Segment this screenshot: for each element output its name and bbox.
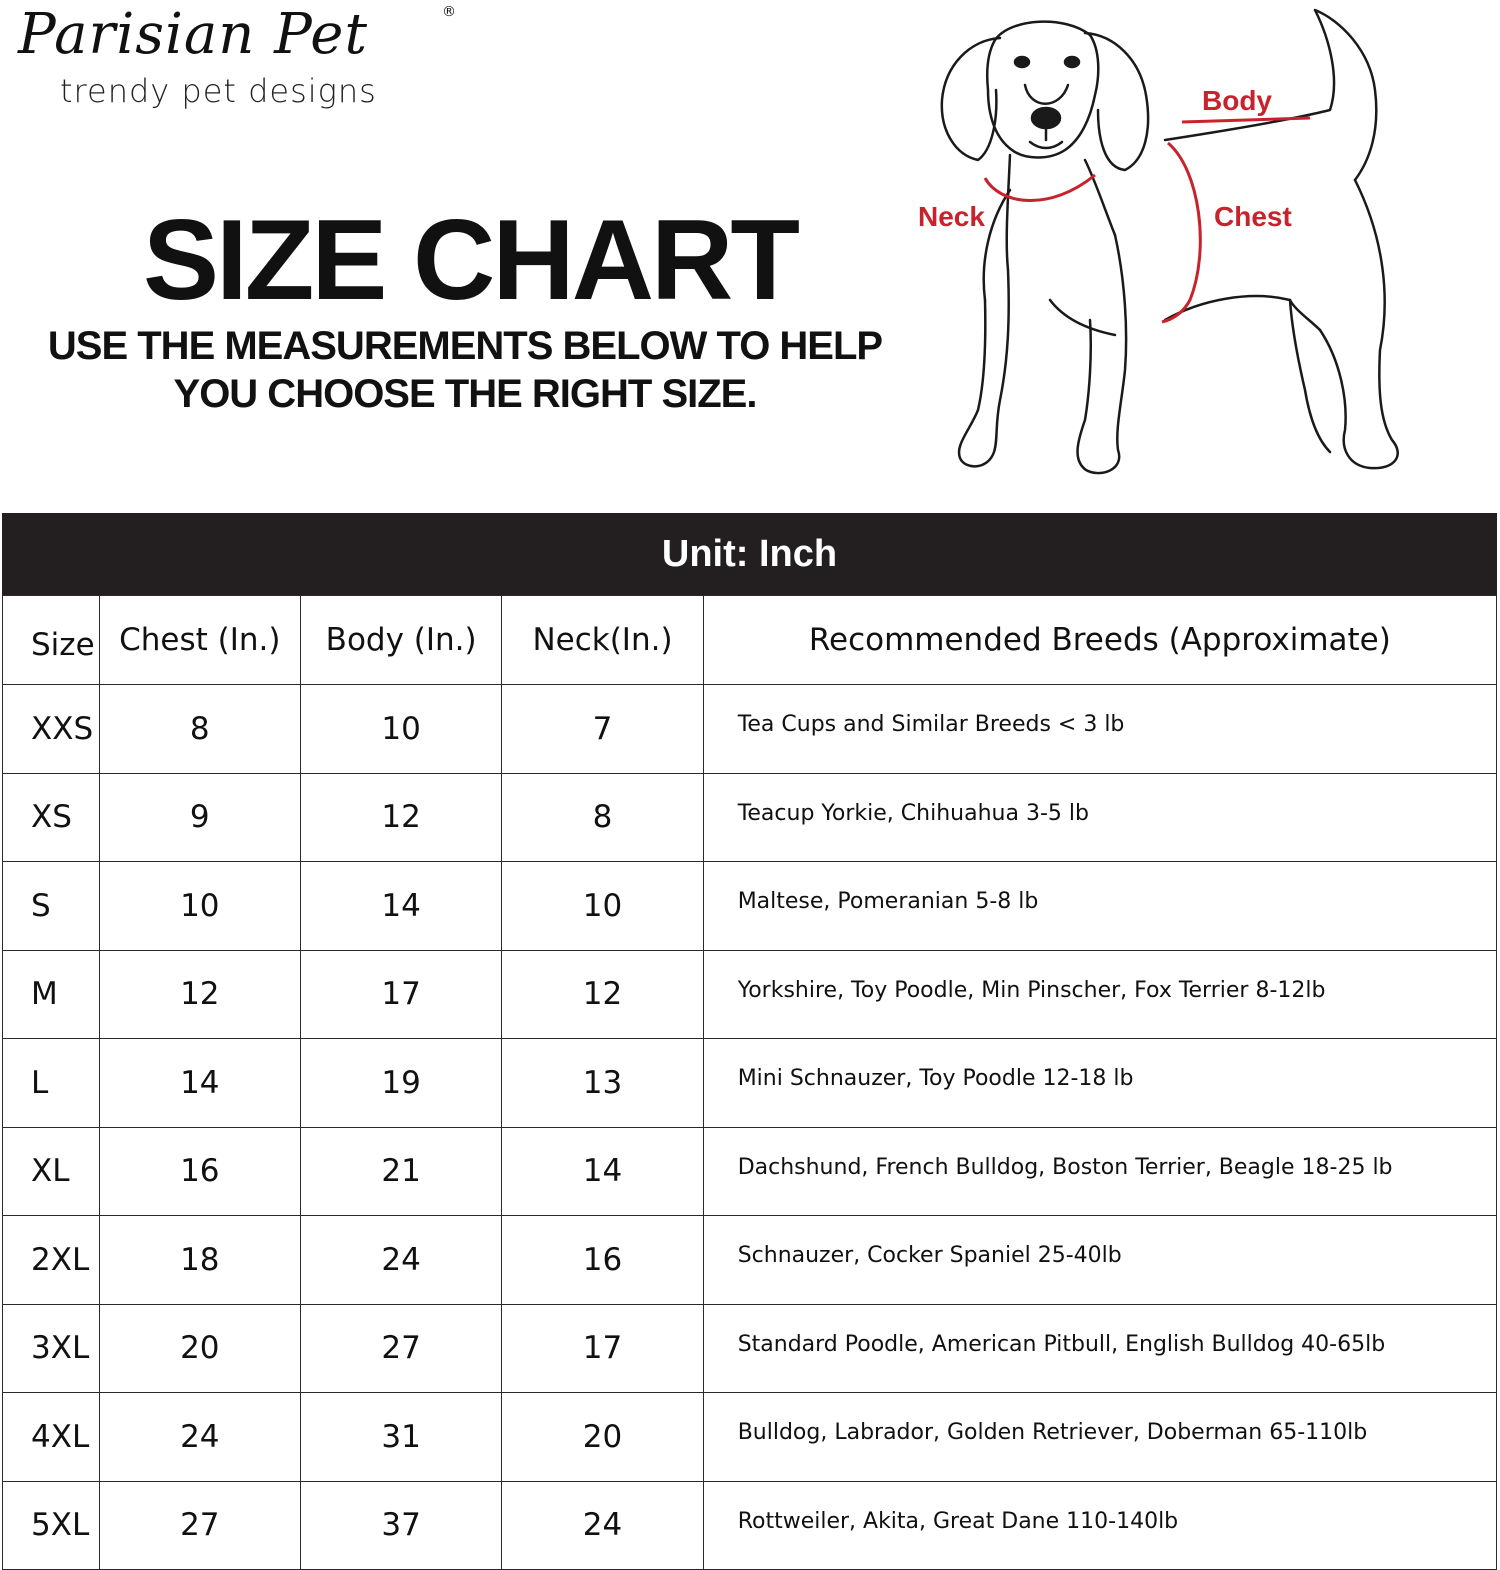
table-row bbox=[3, 862, 1497, 951]
table-row bbox=[3, 1393, 1497, 1482]
size-table bbox=[2, 595, 1497, 1570]
body-cell: 12 bbox=[300, 773, 501, 862]
page-subtitle bbox=[0, 322, 930, 418]
chest-cell: 9 bbox=[99, 773, 300, 862]
unit-header: Unit: Inch bbox=[2, 513, 1497, 595]
size-cell: 3XL bbox=[3, 1304, 100, 1393]
size-table-container bbox=[2, 513, 1497, 1544]
header-chest: Chest (In.) bbox=[99, 596, 300, 685]
header-neck: Neck(In.) bbox=[502, 596, 703, 685]
registered-mark: ® bbox=[442, 4, 456, 20]
body-cell: 37 bbox=[300, 1481, 501, 1570]
size-cell: M bbox=[3, 950, 100, 1039]
body-cell: 27 bbox=[300, 1304, 501, 1393]
breeds-cell: Standard Poodle, American Pitbull, English Bulldog 40-65lb bbox=[703, 1304, 1496, 1393]
table-row bbox=[3, 1304, 1497, 1393]
subtitle-line-1: USE THE MEASUREMENTS BELOW TO HELP bbox=[47, 324, 883, 368]
header-breeds: Recommended Breeds (Approximate) bbox=[703, 596, 1496, 685]
chest-cell: 8 bbox=[99, 685, 300, 774]
neck-cell: 10 bbox=[502, 862, 703, 951]
table-row bbox=[3, 1216, 1497, 1305]
breeds-cell: Mini Schnauzer, Toy Poodle 12-18 lb bbox=[703, 1039, 1496, 1128]
table-header-row bbox=[3, 596, 1497, 685]
breeds-cell: Rottweiler, Akita, Great Dane 110-140lb bbox=[703, 1481, 1496, 1570]
body-measure-line bbox=[1182, 118, 1310, 122]
size-cell: 5XL bbox=[3, 1481, 100, 1570]
neck-cell: 17 bbox=[502, 1304, 703, 1393]
size-cell: 4XL bbox=[3, 1393, 100, 1482]
subtitle-line-2: YOU CHOOSE THE RIGHT SIZE. bbox=[173, 372, 757, 416]
chest-cell: 18 bbox=[99, 1216, 300, 1305]
body-cell: 10 bbox=[300, 685, 501, 774]
breeds-cell: Tea Cups and Similar Breeds < 3 lb bbox=[703, 685, 1496, 774]
chest-cell: 12 bbox=[99, 950, 300, 1039]
size-cell: XL bbox=[3, 1127, 100, 1216]
chest-cell: 16 bbox=[99, 1127, 300, 1216]
neck-cell: 24 bbox=[502, 1481, 703, 1570]
chest-cell: 10 bbox=[99, 862, 300, 951]
breeds-cell: Schnauzer, Cocker Spaniel 25-40lb bbox=[703, 1216, 1496, 1305]
body-cell: 24 bbox=[300, 1216, 501, 1305]
neck-measure-line bbox=[985, 175, 1095, 201]
breeds-cell: Teacup Yorkie, Chihuahua 3-5 lb bbox=[703, 773, 1496, 862]
body-cell: 14 bbox=[300, 862, 501, 951]
brand-name: Parisian Pet bbox=[18, 2, 368, 67]
breeds-cell: Maltese, Pomeranian 5-8 lb bbox=[703, 862, 1496, 951]
table-row bbox=[3, 1039, 1497, 1128]
table-row bbox=[3, 685, 1497, 774]
table-row bbox=[3, 1481, 1497, 1570]
chest-cell: 24 bbox=[99, 1393, 300, 1482]
neck-cell: 13 bbox=[502, 1039, 703, 1128]
breeds-cell: Bulldog, Labrador, Golden Retriever, Doberman 65-110lb bbox=[703, 1393, 1496, 1482]
size-cell: 2XL bbox=[3, 1216, 100, 1305]
chest-cell: 14 bbox=[99, 1039, 300, 1128]
neck-label: Neck bbox=[918, 201, 985, 232]
neck-cell: 14 bbox=[502, 1127, 703, 1216]
chest-measure-line bbox=[1162, 143, 1200, 322]
chest-cell: 27 bbox=[99, 1481, 300, 1570]
breeds-cell: Yorkshire, Toy Poodle, Min Pinscher, Fox Terrier 8-12lb bbox=[703, 950, 1496, 1039]
neck-cell: 8 bbox=[502, 773, 703, 862]
size-cell: XS bbox=[3, 773, 100, 862]
brand-tagline: trendy pet designs bbox=[60, 72, 377, 110]
neck-cell: 7 bbox=[502, 685, 703, 774]
chest-label: Chest bbox=[1214, 201, 1292, 232]
body-cell: 21 bbox=[300, 1127, 501, 1216]
chest-cell: 20 bbox=[99, 1304, 300, 1393]
body-cell: 17 bbox=[300, 950, 501, 1039]
body-cell: 31 bbox=[300, 1393, 501, 1482]
size-cell: S bbox=[3, 862, 100, 951]
breeds-cell: Dachshund, French Bulldog, Boston Terrier, Beagle 18-25 lb bbox=[703, 1127, 1496, 1216]
dog-measurement-diagram bbox=[900, 0, 1460, 490]
body-cell: 19 bbox=[300, 1039, 501, 1128]
header-body: Body (In.) bbox=[300, 596, 501, 685]
body-label: Body bbox=[1202, 85, 1272, 116]
dog-outline-icon bbox=[942, 10, 1398, 473]
table-row bbox=[3, 1127, 1497, 1216]
table-row bbox=[3, 773, 1497, 862]
table-row bbox=[3, 950, 1497, 1039]
brand-logo bbox=[10, 0, 470, 110]
header-size: Size bbox=[3, 596, 100, 685]
page-title: SIZE CHART bbox=[143, 197, 797, 324]
neck-cell: 16 bbox=[502, 1216, 703, 1305]
neck-cell: 20 bbox=[502, 1393, 703, 1482]
neck-cell: 12 bbox=[502, 950, 703, 1039]
size-cell: L bbox=[3, 1039, 100, 1128]
size-cell: XXS bbox=[3, 685, 100, 774]
